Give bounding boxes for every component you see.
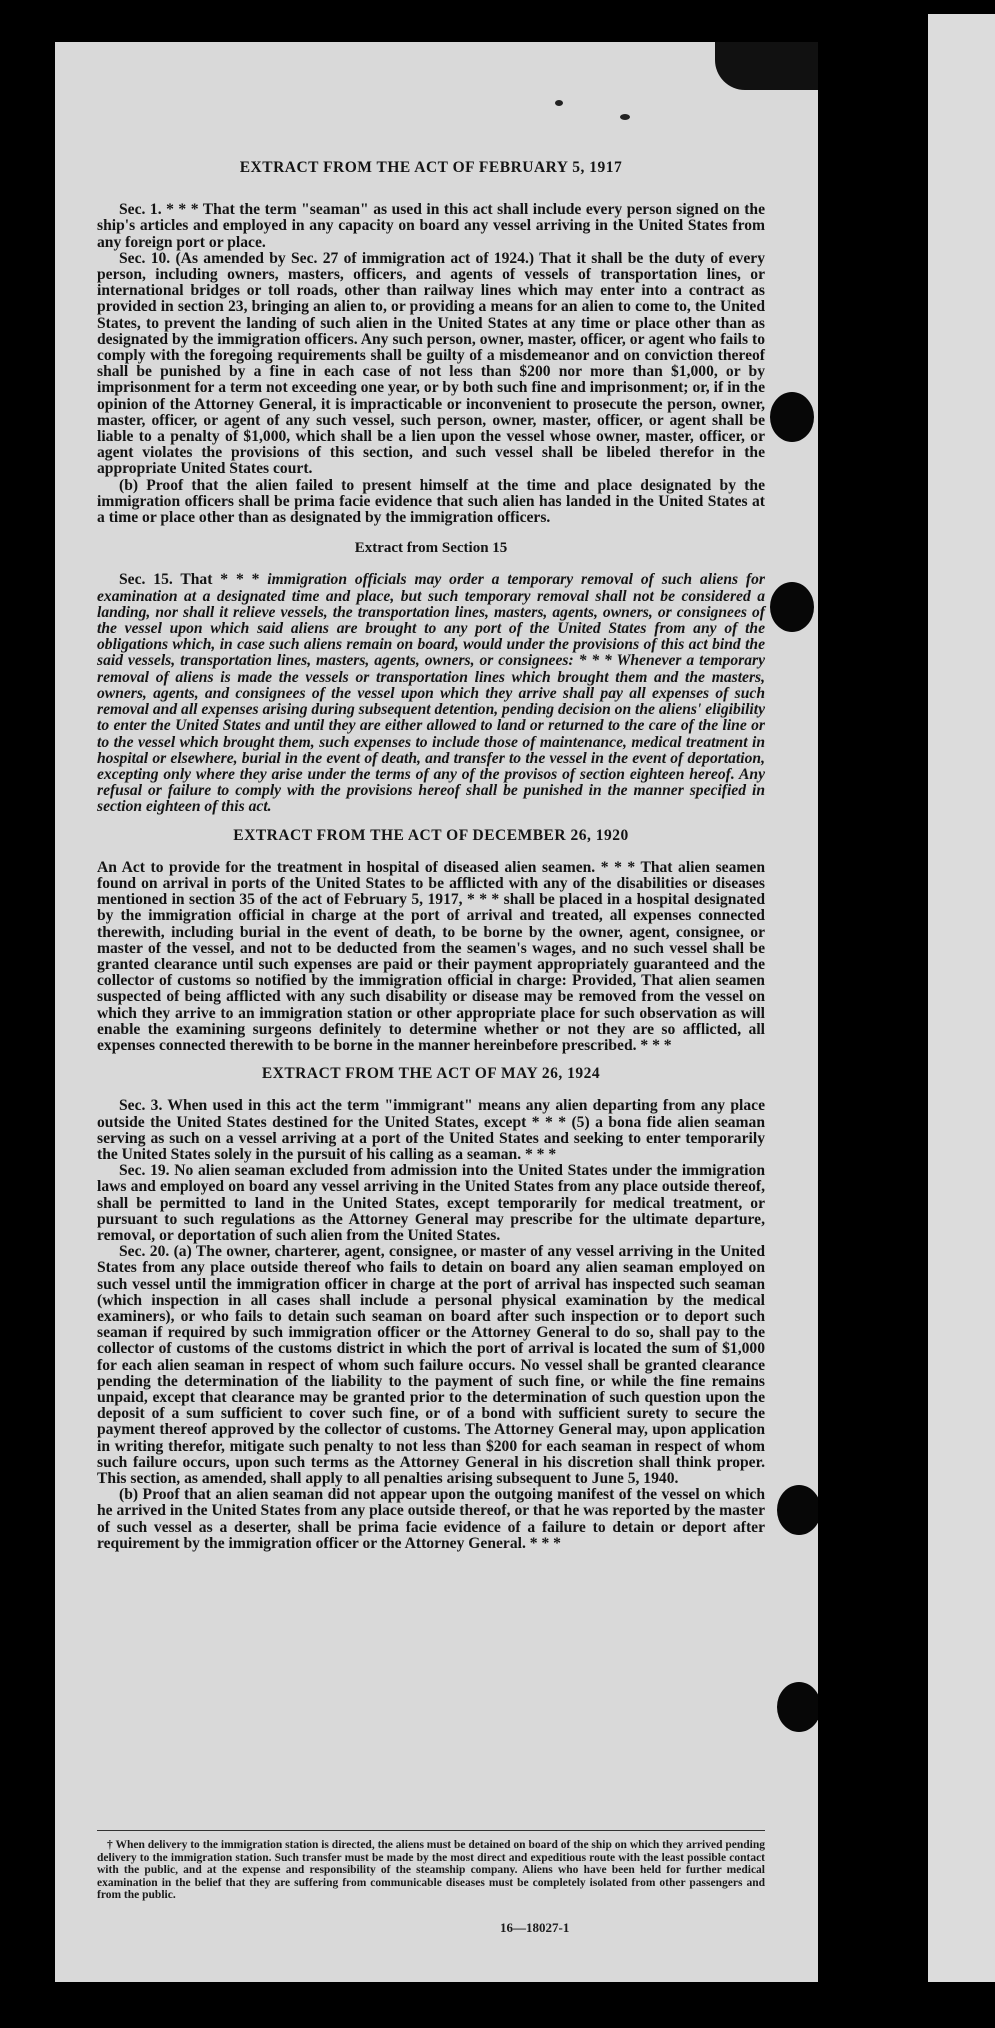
paragraph-sec-15	[97, 572, 765, 815]
paragraph-sec-10-b: (b) Proof that the alien failed to present himself at the time and place designated by the immigration officers shall be prima facie evidence that such alien has landed in the United States at a time or place other than as designated by the immigration officers.	[97, 476, 765, 527]
section-heading-1917: EXTRACT FROM THE ACT OF FEBRUARY 5, 1917	[239, 159, 623, 176]
punch-hole	[770, 392, 814, 442]
document-body	[97, 160, 765, 1552]
punch-hole	[777, 1485, 818, 1535]
paragraph-sec-10: Sec. 10. (As amended by Sec. 27 of immigration act of 1924.) That it shall be the duty of every person, including owners, masters, officers, and agents of vessels of transportation lines, or international bridges or toll roads, other than railway lines which may enter into a contract as provided in section 23, bringing an alien to, or providing a means for an alien to come to, the United States, to prevent the landing of such alien in the United States at any time or place other than as designated by the immigration officers. Any such person, owner, master, officer, or agent who fails to comply with the foregoing requirements shall be guilty of a misdemeanor and on conviction thereof shall be punished by a fine in each case of not less than $200 nor more than $1,000, or by imprisonment for a term not exceeding one year, or by both such fine and imprisonment; or, if in the opinion of the Attorney General, it is impracticable or inconvenient to prosecute the person, owner, master, officer, or agent of any such vessel, such person, owner, master, officer, or agent shall be liable to a penalty of $1,000, which shall be a lien upon the vessel whose owner, master, officer, or agent violates the provisions of this section, and such vessel shall be libeled therefor in the appropriate United States court.	[97, 249, 765, 478]
adjacent-page-edge	[928, 14, 995, 1982]
paragraph-act-1920: An Act to provide for the treatment in hospital of diseased alien seamen. * * * That alien seamen found on arrival in ports of the United States to be afflicted with any of the disabilities or diseases mentioned in section 35 of the act of February 5, 1917, * * * shall be placed in a hospital designated by the immigration official in charge at the port of arrival and treated, all expenses connected therewith, including burial in the event of death, to be borne by the owner, agent, consignee, or master of the vessel, and not to be deducted from the seamen's wages, and no such vessel shall be granted clearance until such expenses are paid or their payment appropriately guaranteed and the collector of customs so notified by the immigration official in charge: Provided, That alien seamen suspected of being afflicted with any such disability or disease may be removed from the vessel on which they arrive to an immigration station or other appropriate place for such observation as will enable the examining surgeons definitely to determine whether or not they are so afflicted, all expenses connected therewith to be borne in the manner hereinbefore prescribed. * * *	[97, 858, 765, 1054]
sec-15-lead: Sec. 15. That * * *	[119, 571, 260, 589]
paragraph-sec-1: Sec. 1. * * * That the term "seaman" as used in this act shall include every person signed on the ship's articles and employed in any capacity on board any vessel arriving in the United States from any foreign port or place.	[97, 201, 765, 251]
section-heading-1920: EXTRACT FROM THE ACT OF DECEMBER 26, 1920	[233, 826, 629, 844]
section-heading-1924: EXTRACT FROM THE ACT OF MAY 26, 1924	[261, 1065, 601, 1083]
scan-speck	[555, 100, 563, 106]
subheading-section-15: Extract from Section 15	[354, 540, 508, 557]
paragraph-sec-20-b: (b) Proof that an alien seaman did not appear upon the outgoing manifest of the vessel on which he arrived in the United States from any place outside thereof, or that he was reported by the master of such vessel as a deserter, shall be prima facie evidence of a failure to detain or deport after requirement by the immigration officer or the Attorney General. * * *	[97, 1486, 765, 1552]
punch-hole	[770, 582, 814, 632]
page-corner-mark	[715, 42, 818, 90]
form-code: 16—18027-1	[500, 1920, 570, 1935]
sec-15-italic-text: immigration officials may order a temporary removal of such aliens for examination at a designated time and place, but such temporary removal shall not be considered a landing, nor shall it relieve vessels, the transportation lines, masters, agents, owners, or consignees of the vessel upon which said aliens are brought to any port of the United States from any of the obligations which, in case such aliens remain on board, would under the provisions of this act bind the said vessels, transportation lines, masters, agents, owners, or consignees: * * * Whenever a temporary removal of aliens is made the vessels or transportation lines which brought them and the masters, owners, agents, and consignees of the vessel upon which they arrive shall pay all expenses of such removal and all expenses arising during subsequent detention, pending decision on the aliens' eligibility to enter the United States and until they are either allowed to land or returned to the care of the line or to the vessel which brought them, such expenses to include those of maintenance, medical treatment in hospital or elsewhere, burial in the event of death, and transfer to the vessel in the event of deportation, excepting only where they arise under the terms of any of the provisos of section eighteen hereof. Any refusal or failure to comply with the provisions hereof shall be punished in the manner specified in section eighteen of this act.	[97, 571, 765, 816]
paragraph-sec-20-a: Sec. 20. (a) The owner, charterer, agent, consignee, or master of any vessel arriving in the United States from any place outside thereof who fails to detain on board any alien seaman employed on such vessel until the immigration officer in charge at the port of arrival has inspected such seaman (which inspection in all cases shall include a personal physical examination by the medical examiners), or who fails to detain such seaman on board after such inspection or to deport such seaman if required by such immigration officer or the Attorney General to do so, shall pay to the collector of customs of the customs district in which the port of arrival is located the sum of $1,000 for each alien seaman in respect of whom such failure occurs. No vessel shall be granted clearance pending the determination of the liability to the payment of such fine, or while the fine remains unpaid, except that clearance may be granted prior to the determination of such question upon the deposit of a sum sufficient to cover such fine, or of a bond with sufficient surety to secure the payment thereof approved by the collector of customs. The Attorney General may, upon application in writing therefor, mitigate such penalty to not less than $200 for each seaman in respect of whom such failure occurs, upon such terms as the Attorney General in his discretion shall think proper. This section, as amended, shall apply to all penalties arising subsequent to June 5, 1940.	[97, 1243, 765, 1488]
scan-speck	[620, 114, 630, 120]
punch-hole	[777, 1682, 818, 1732]
footnote-text: † When delivery to the immigration station is directed, the aliens must be detained on board of the ship on which they arrived pending delivery to the immigration station. Such transfer must be made by the most direct and expeditious route with the least possible contact with the public, and at the expense and responsibility of the steamship company. Aliens who have been held for further medical examination in the belief that they are suffering from communicable diseases must be completely isolated from other passengers and from the public.	[97, 1839, 765, 1902]
paragraph-sec-3: Sec. 3. When used in this act the term "immigrant" means any alien departing from any place outside the United States destined for the United States, except * * * (5) a bona fide alien seaman serving as such on a vessel arriving at a port of the United States and seeking to enter temporarily the United States solely in the pursuit of his calling as a seaman. * * *	[97, 1097, 765, 1163]
paragraph-sec-19: Sec. 19. No alien seaman excluded from admission into the United States under the immigration laws and employed on board any vessel arriving in the United States from any place outside thereof, shall be permitted to land in the United States, except temporarily for medical treatment, or pursuant to such regulations as the Attorney General may prescribe for the ultimate departure, removal, or deportation of such alien from the United States.	[97, 1162, 765, 1244]
footnote	[97, 1830, 765, 1902]
